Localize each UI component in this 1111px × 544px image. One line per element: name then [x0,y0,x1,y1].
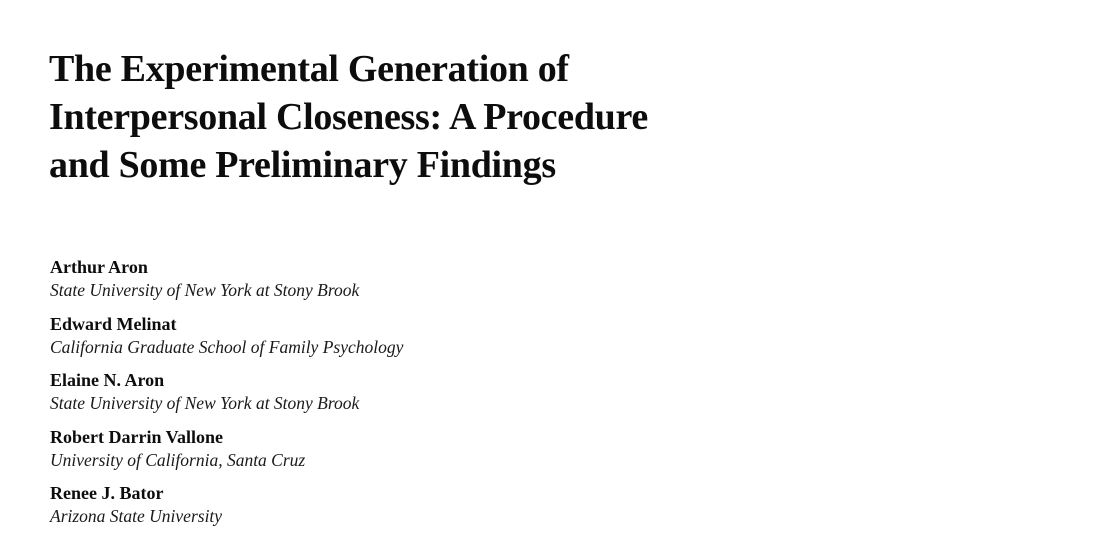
author-affiliation: State University of New York at Stony Brook [50,393,360,413]
title-line: Interpersonal Closeness: A Procedure [49,96,648,138]
author-affiliation: California Graduate School of Family Psychology [50,336,404,357]
author-affiliation: Arizona State University [50,506,223,526]
title-line: The Experimental Generation of [49,48,569,90]
author-name: Renee J. Bator [50,483,164,503]
author-list [50,256,750,539]
article-title [49,45,809,189]
author-affiliation: State University of New York at Stony Brook [50,280,360,300]
author-name: Robert Darrin Vallone [50,426,223,447]
author-block [50,482,750,539]
author-block [50,313,750,370]
author-block [50,426,750,483]
author-block [50,256,750,313]
author-name: Arthur Aron [50,257,148,277]
author-name: Edward Melinat [50,313,177,334]
author-name: Elaine N. Aron [50,370,165,390]
author-block [50,369,750,426]
author-affiliation: University of California, Santa Cruz [50,449,306,470]
title-line: and Some Preliminary Findings [49,144,556,186]
